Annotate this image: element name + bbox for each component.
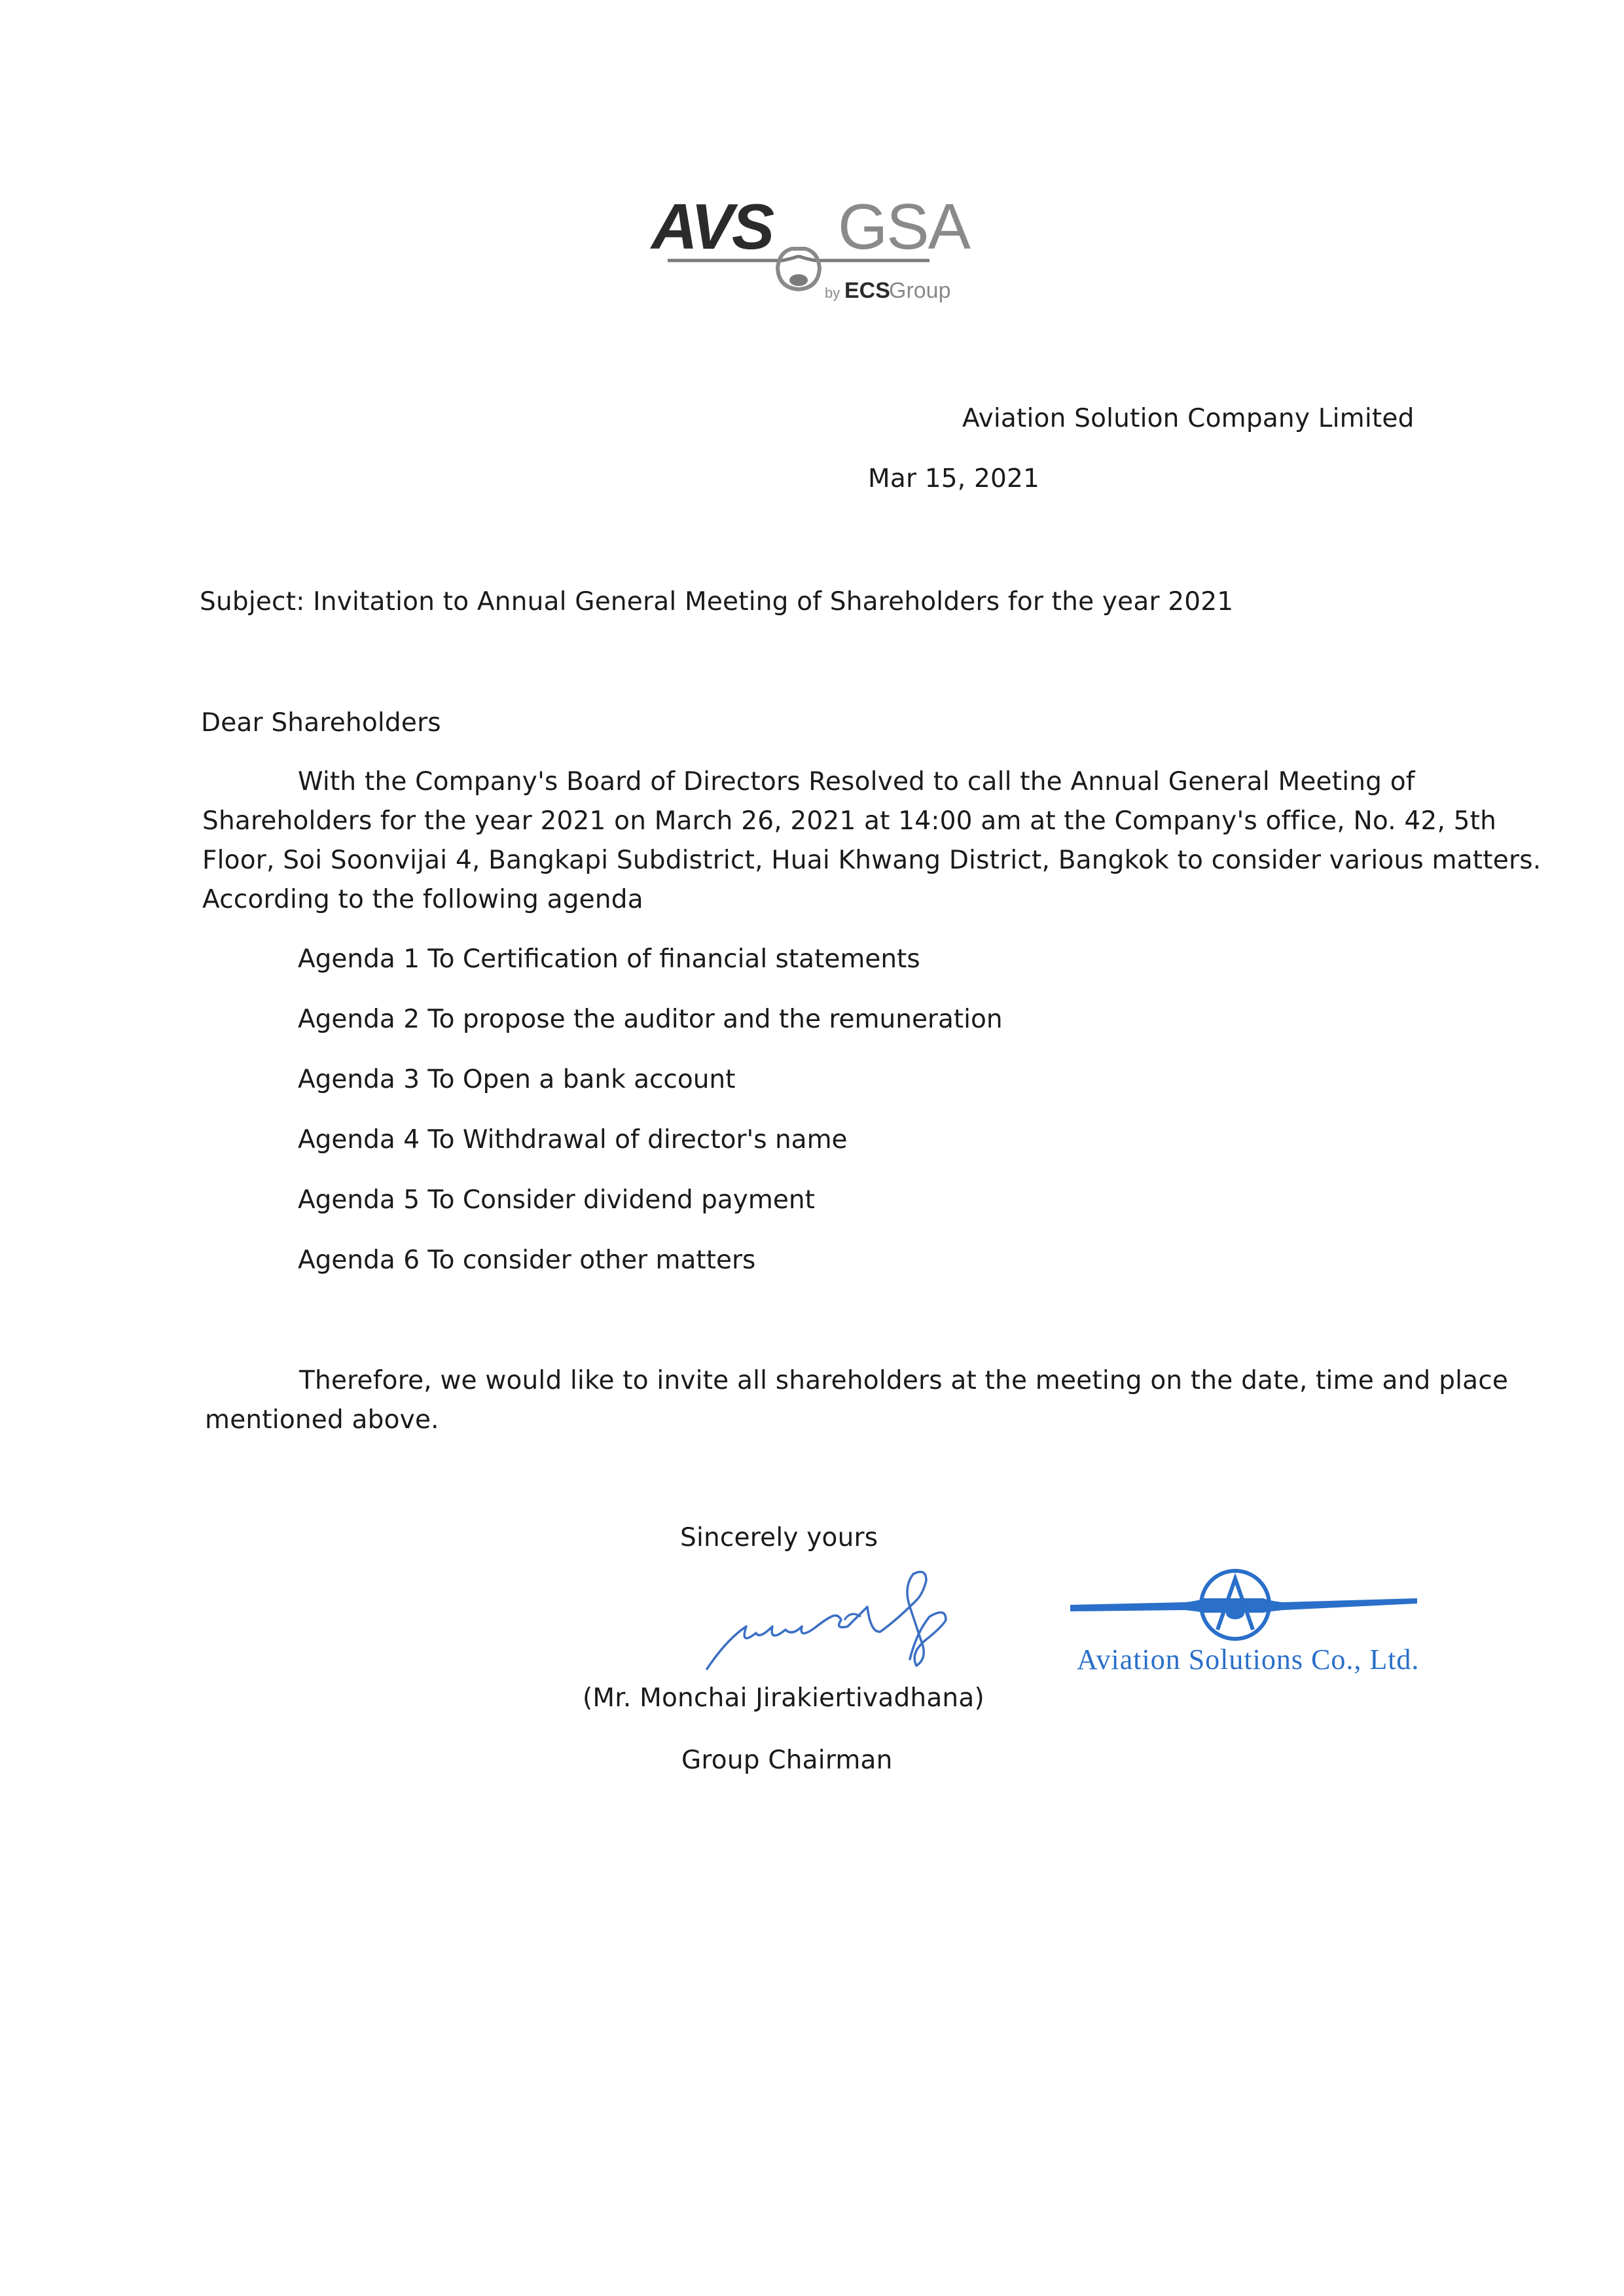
agenda-item: Agenda 4 To Withdrawal of director's name <box>298 1125 848 1155</box>
closing-line-2: mentioned above. <box>205 1405 439 1435</box>
company-logo <box>628 177 995 321</box>
agenda-item: Agenda 3 To Open a bank account <box>298 1065 736 1094</box>
closing-line-1: Therefore, we would like to invite all shareholders at the meeting on the date, time and place <box>299 1366 1509 1395</box>
agenda-item: Agenda 6 To consider other matters <box>298 1246 756 1275</box>
body-line-4: According to the following agenda <box>202 885 643 914</box>
valediction: Sincerely yours <box>680 1523 878 1552</box>
body-line-2: Shareholders for the year 2021 on March 26, 2021 at 14:00 am at the Company's office, No. 42, 5th <box>202 806 1497 836</box>
body-line-3: Floor, Soi Soonvijai 4, Bangkapi Subdistrict, Huai Khwang District, Bangkok to consider various matters. <box>202 846 1542 875</box>
handwritten-signature <box>700 1554 1067 1692</box>
signatory-title: Group Chairman <box>681 1746 893 1775</box>
body-line-1: With the Company's Board of Directors Resolved to call the Annual General Meeting of <box>298 767 1415 797</box>
agenda-item: Agenda 5 To Consider dividend payment <box>298 1185 815 1215</box>
logo-avs-text: AVS <box>651 190 773 262</box>
sender-company: Aviation Solution Company Limited <box>962 404 1415 433</box>
signatory-name: (Mr. Monchai Jirakiertivadhana) <box>583 1683 984 1713</box>
agenda-item: Agenda 1 To Certification of financial statements <box>298 944 920 974</box>
logo-ecs-text: ECS <box>844 278 890 303</box>
company-stamp <box>1067 1551 1420 1702</box>
letter-subject: Subject: Invitation to Annual General Meeting of Shareholders for the year 2021 <box>200 587 1234 617</box>
agenda-item: Agenda 2 To propose the auditor and the remuneration <box>298 1005 1003 1034</box>
airplane-logo-icon <box>628 177 995 321</box>
logo-group-text: Group <box>889 278 951 303</box>
logo-gsa-text: GSA <box>838 190 969 262</box>
letter-date: Mar 15, 2021 <box>868 464 1040 493</box>
stamp-text: Aviation Solutions Co., Ltd. <box>1077 1643 1420 1676</box>
salutation: Dear Shareholders <box>201 708 441 738</box>
logo-by-text: by <box>825 285 840 301</box>
